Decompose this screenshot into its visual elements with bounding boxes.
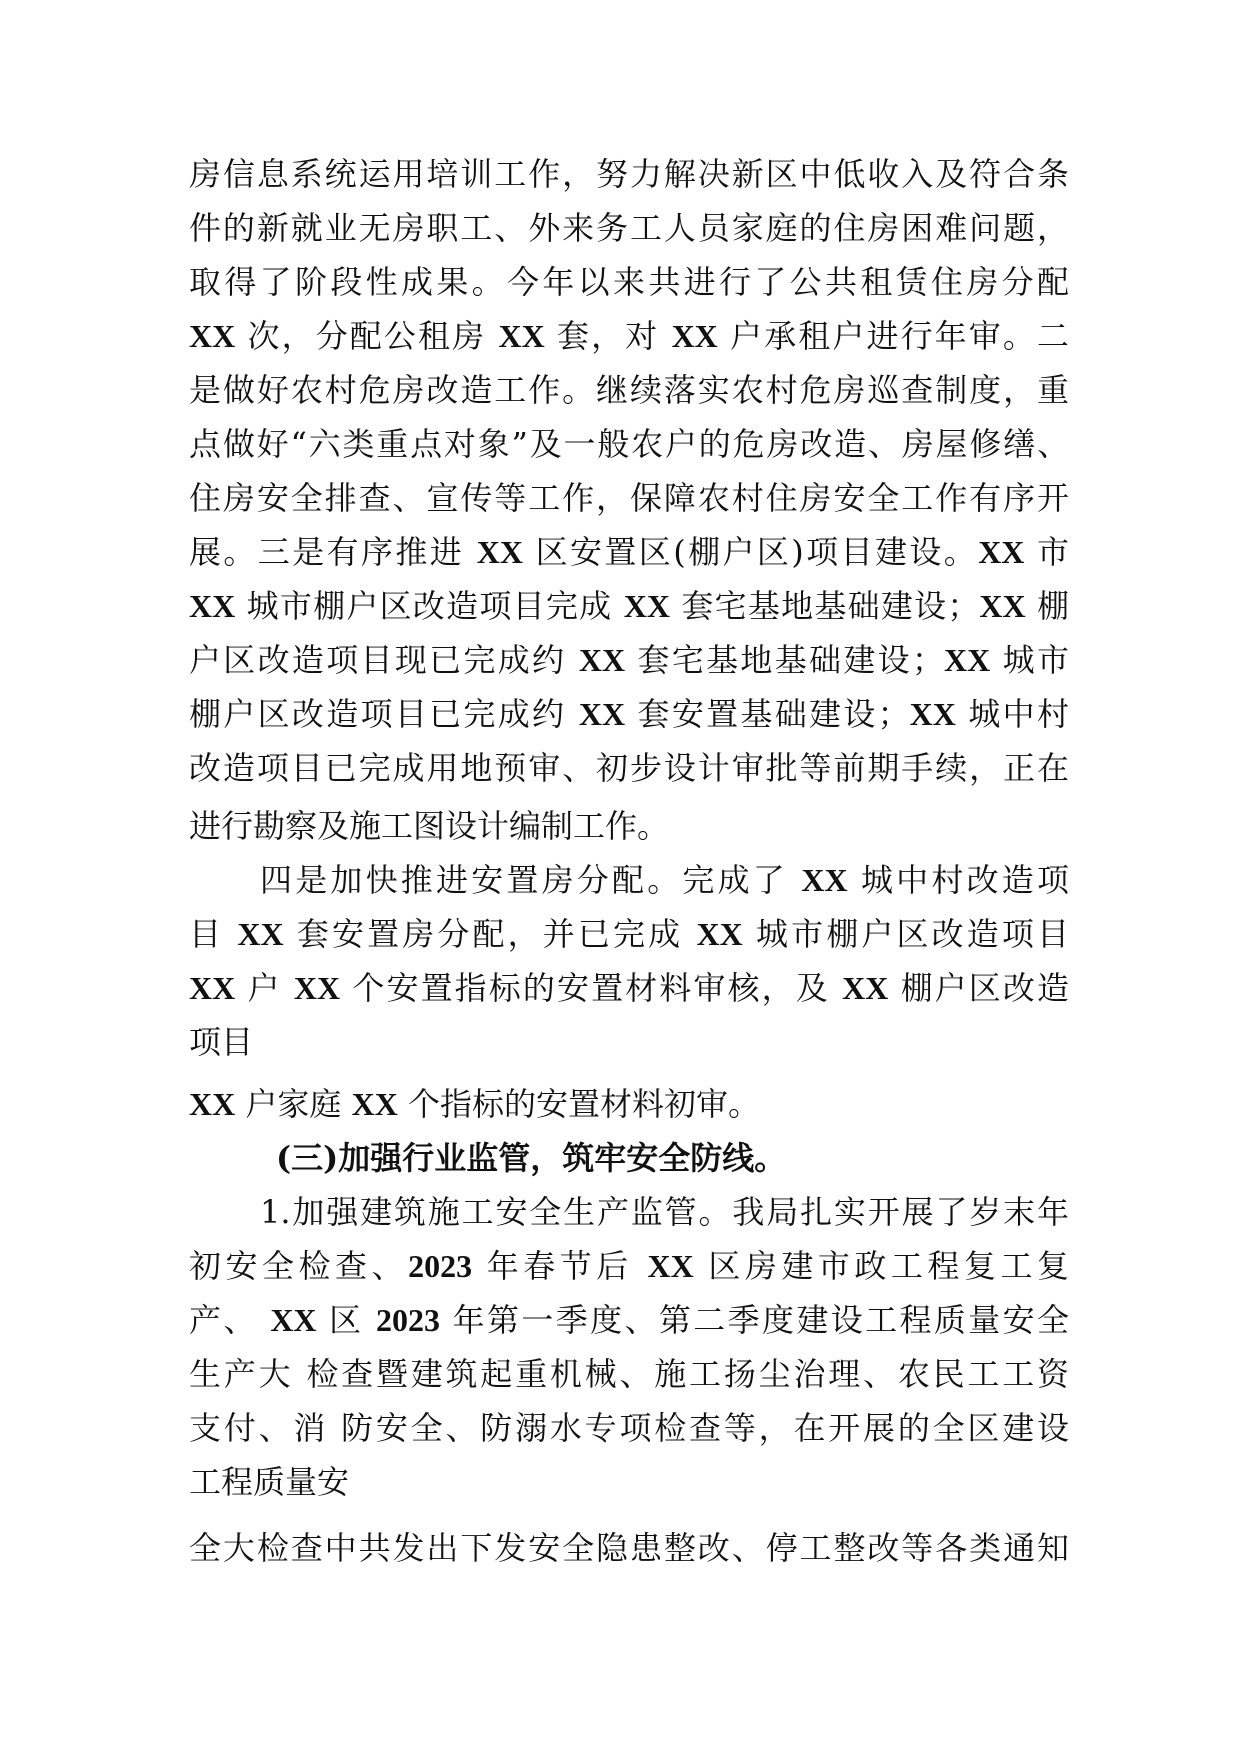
text-run: 套安置房分配，并已完成 xyxy=(283,915,697,953)
text-run: 取得了阶段性成果。今年以来共进行了公共租赁住房分配 xyxy=(189,263,1069,301)
bold-text-run: XX xyxy=(189,1086,236,1122)
text-run: 是做好农村危房改造工作。继续落实农村危房巡查制度，重 xyxy=(189,371,1069,409)
text-run: 展。三是有序推进 xyxy=(189,533,477,571)
paragraph-line xyxy=(189,1346,1069,1402)
bold-text-run: XX xyxy=(842,970,889,1006)
text-run: 棚户区改造项目已完成约 xyxy=(189,695,579,733)
paragraph-line xyxy=(189,1400,1069,1456)
bold-text-run: XX xyxy=(578,642,626,678)
bold-text-run: XX xyxy=(979,588,1026,624)
bold-text-run: XX xyxy=(498,318,545,354)
bold-text-run: XX xyxy=(293,970,341,1006)
text-run: 年春节后 xyxy=(472,1247,648,1285)
paragraph-line xyxy=(189,632,1069,688)
text-run: 城市棚户区改造项目 xyxy=(742,915,1069,953)
text-run: 住房安全排查、宣传等工作，保障农村住房安全工作有序开 xyxy=(189,479,1069,517)
bold-text-run: XX xyxy=(351,1086,398,1122)
paragraph-line xyxy=(189,906,1069,962)
bold-text-run: XX xyxy=(270,1302,317,1338)
text-run: 城市棚户区改造项目完成 xyxy=(235,587,624,625)
text-run: 套宅基地基础建设； xyxy=(669,587,980,625)
section-heading xyxy=(276,1130,1069,1186)
bold-text-run: XX xyxy=(189,318,236,354)
bold-text-run: XX xyxy=(909,696,956,732)
text-run: 套安置基础建设； xyxy=(625,695,910,733)
text-run: 套，对 xyxy=(544,317,672,355)
text-run: 项目 xyxy=(189,1023,254,1061)
bold-text-run: XX xyxy=(189,588,236,624)
text-run: 区安置区(棚户区)项目建设。 xyxy=(523,533,979,571)
bold-text-run: 2023 xyxy=(376,1302,441,1338)
paragraph-line xyxy=(189,1076,1069,1132)
paragraph-line xyxy=(189,1014,1069,1070)
text-run: 棚户区改造 xyxy=(888,969,1069,1007)
paragraph-line xyxy=(189,254,1069,310)
text-run: 房信息系统运用培训工作，努力解决新区中低收入及符合条 xyxy=(189,155,1069,193)
text-run: (三)加强行业监管，筑牢安全防线。 xyxy=(276,1139,787,1177)
paragraph-line xyxy=(260,852,1069,908)
bold-text-run: XX xyxy=(801,862,848,898)
text-run: 套宅基地基础建设； xyxy=(625,641,944,679)
bold-text-run: XX xyxy=(237,916,284,952)
paragraph-line xyxy=(189,308,1069,364)
text-run: 进行勘察及施工图设计编制工作。 xyxy=(189,807,670,845)
text-run: 四是加快推进安置房分配。完成了 xyxy=(260,861,802,899)
text-run: 户区改造项目现已完成约 xyxy=(189,641,579,679)
bold-text-run: XX xyxy=(476,534,524,570)
text-run: 城中村 xyxy=(955,695,1069,733)
text-run: 个指标的安置材料初审。 xyxy=(397,1085,760,1123)
text-run: 全大检查中共发出下发安全隐患整改、停工整改等各类通知 xyxy=(189,1529,1069,1567)
bold-text-run: XX xyxy=(578,696,626,732)
paragraph-line xyxy=(189,1454,1069,1510)
text-run: 1.加强建筑施工安全生产监管。我局扎实开展了岁末年 xyxy=(260,1193,1069,1231)
paragraph-line xyxy=(189,416,1069,472)
paragraph-line xyxy=(189,362,1069,418)
bold-text-run: 2023 xyxy=(408,1248,473,1284)
text-run: 改造项目已完成用地预审、初步设计审批等前期手续，正在 xyxy=(189,749,1069,787)
text-run: 点做好“六类重点对象”及一般农户的危房改造、房屋修缮、 xyxy=(189,425,1069,463)
paragraph-line xyxy=(260,1184,1069,1240)
text-run: 城市 xyxy=(990,641,1069,679)
paragraph-line xyxy=(189,200,1069,256)
text-run: 区 xyxy=(316,1301,377,1339)
bold-text-run: XX xyxy=(671,318,718,354)
bold-text-run: XX xyxy=(647,1248,694,1284)
paragraph-line xyxy=(189,1292,1069,1348)
text-run: 生产大 检查暨建筑起重机械、施工扬尘治理、农民工工资 xyxy=(189,1355,1069,1393)
text-run: 年第一季度、第二季度建设工程质量安全 xyxy=(440,1301,1069,1339)
text-run: 工程质量安 xyxy=(189,1463,350,1501)
bold-text-run: XX xyxy=(623,588,670,624)
paragraph-line xyxy=(189,798,1069,854)
text-run: 户家庭 xyxy=(235,1085,352,1123)
text-run: 个安置指标的安置材料审核，及 xyxy=(340,969,843,1007)
paragraph-line xyxy=(189,686,1069,742)
bold-text-run: XX xyxy=(189,970,236,1006)
bold-text-run: XX xyxy=(943,642,991,678)
text-run: 市 xyxy=(1024,533,1069,571)
paragraph-line xyxy=(189,960,1069,1016)
paragraph-line xyxy=(189,470,1069,526)
paragraph-line xyxy=(189,524,1069,580)
paragraph-line xyxy=(189,1520,1069,1576)
text-run: 初安全检查、 xyxy=(189,1247,409,1285)
bold-text-run: XX xyxy=(696,916,743,952)
text-run: 次，分配公租房 xyxy=(235,317,499,355)
paragraph-line xyxy=(189,578,1069,634)
text-run: 件的新就业无房职工、外来务工人员家庭的住房困难问题， xyxy=(189,209,1069,247)
text-run: 户承租户进行年审。二 xyxy=(717,317,1069,355)
text-run: 城中村改造项 xyxy=(847,861,1069,899)
text-run: 棚 xyxy=(1025,587,1069,625)
text-run: 产、 xyxy=(189,1301,271,1339)
bold-text-run: XX xyxy=(978,534,1025,570)
paragraph-line xyxy=(189,740,1069,796)
paragraph-line xyxy=(189,1238,1069,1294)
text-run: 区房建市政工程复工复 xyxy=(693,1247,1069,1285)
text-run: 户 xyxy=(235,969,294,1007)
text-run: 目 xyxy=(189,915,238,953)
text-run: 支付、消 防安全、防溺水专项检查等，在开展的全区建设 xyxy=(189,1409,1069,1447)
paragraph-line xyxy=(189,146,1069,202)
